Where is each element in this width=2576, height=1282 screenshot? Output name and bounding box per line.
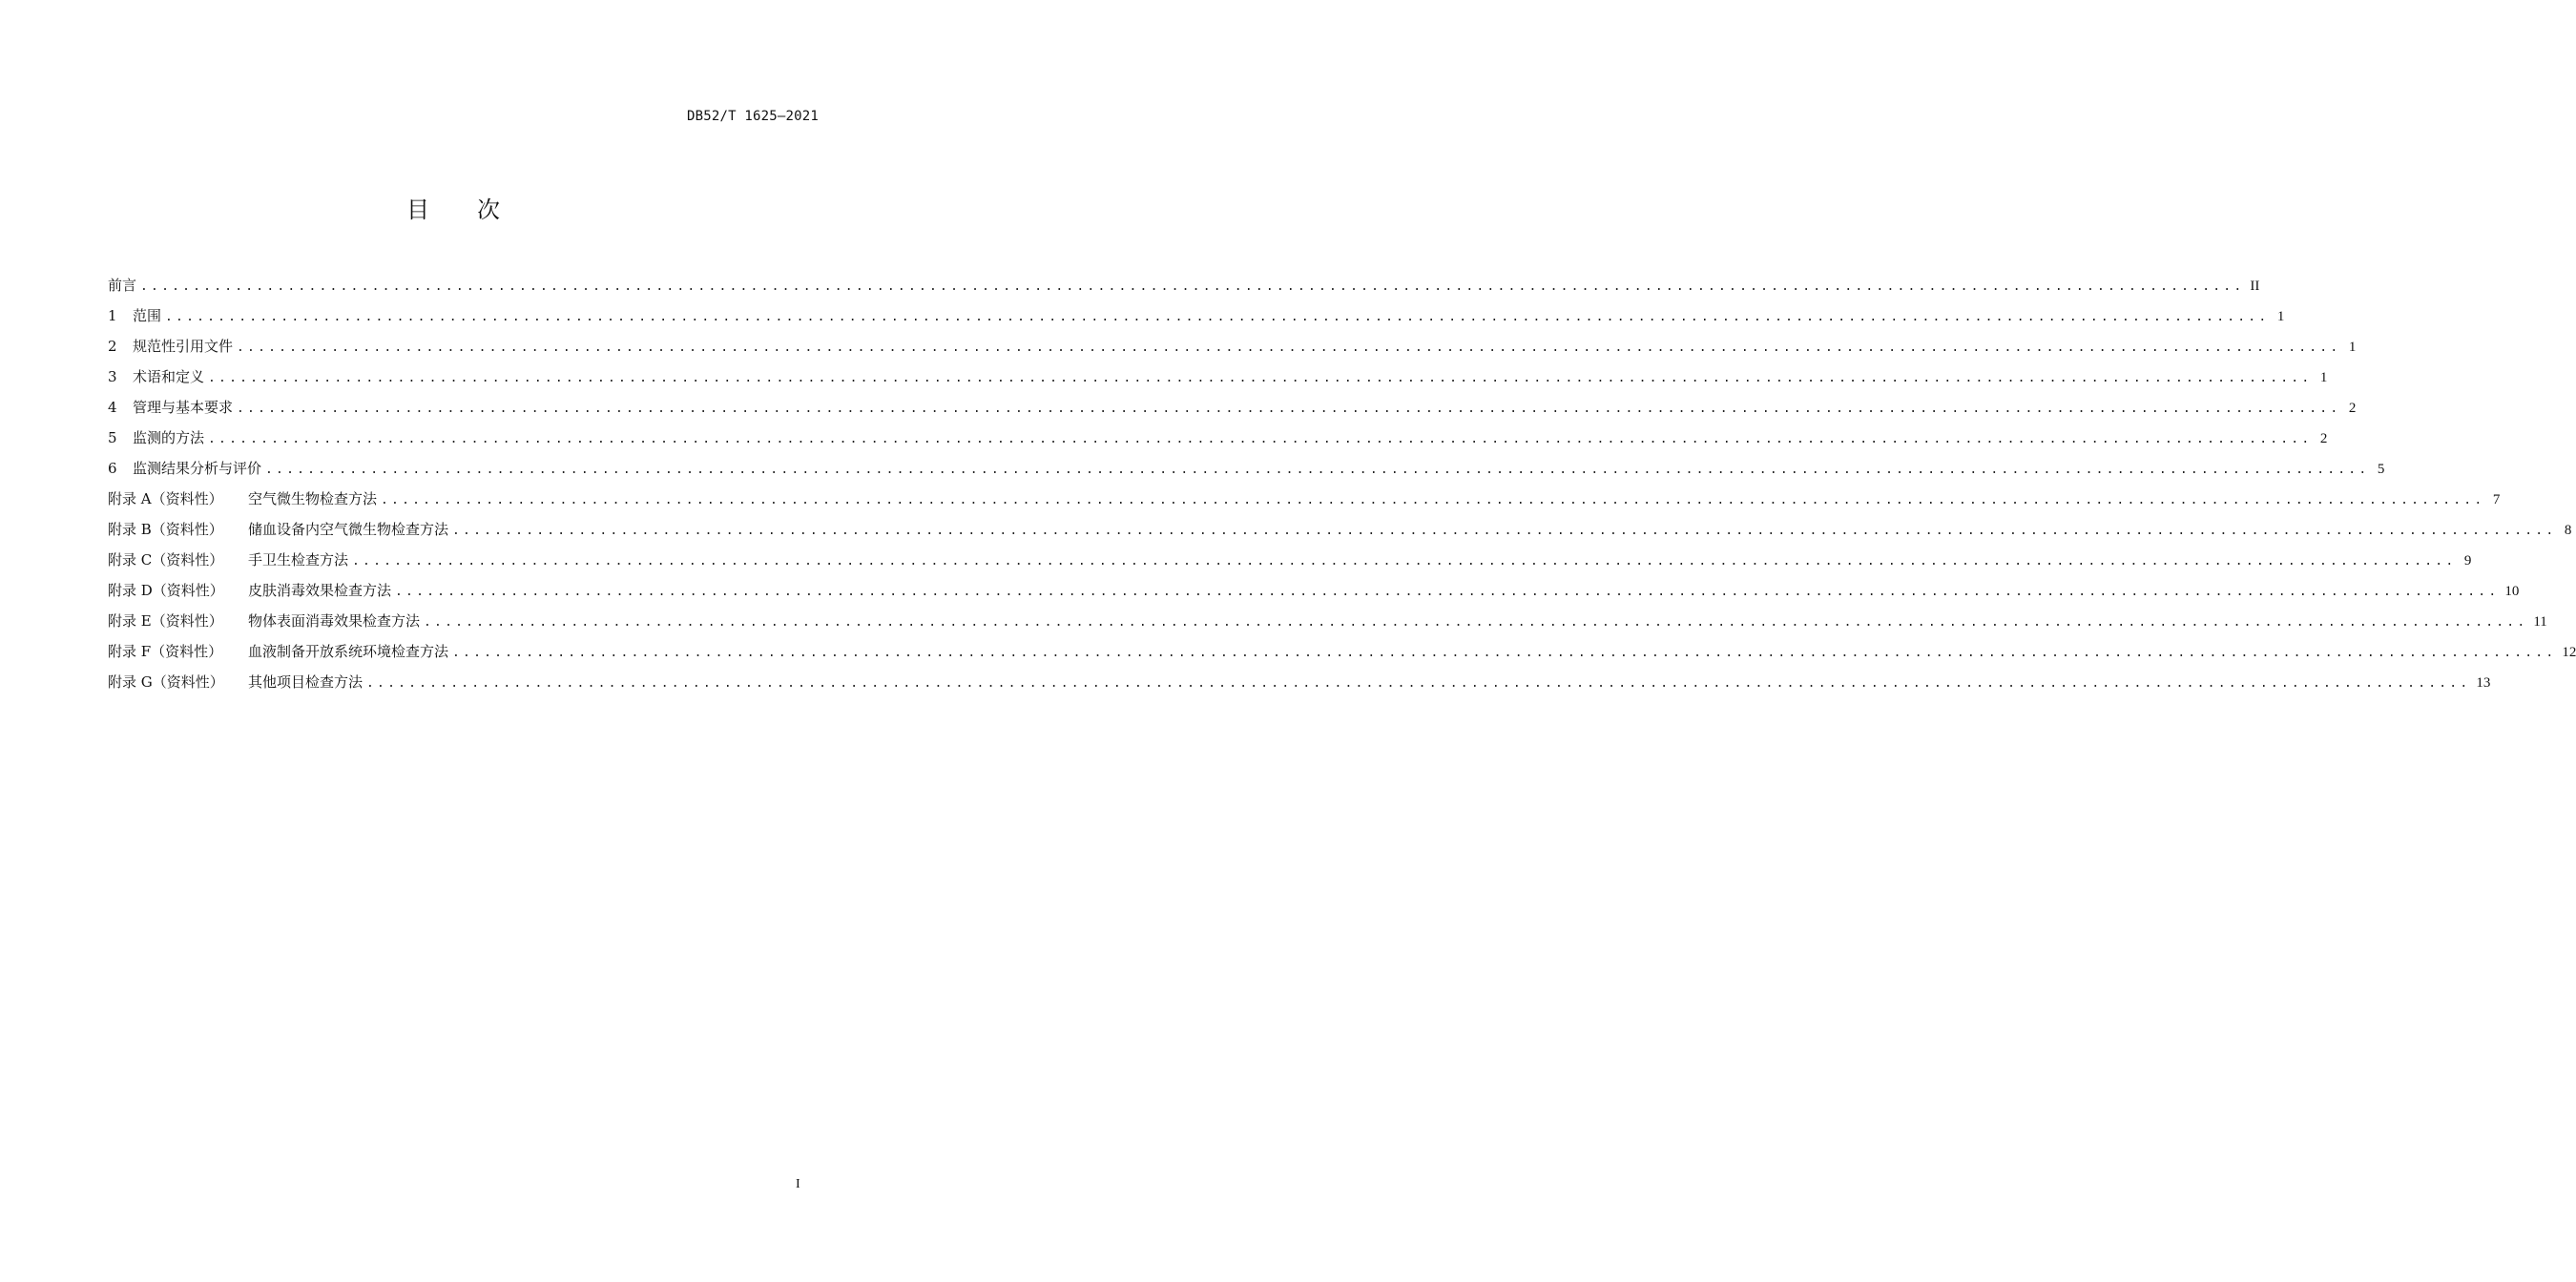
toc-entry-label: 范围 <box>133 307 162 324</box>
toc-entry[interactable] <box>108 486 2501 517</box>
toc-entry[interactable] <box>108 609 2547 639</box>
toc-dot-leader: ........................................................................................................................................................................................................ <box>265 463 2370 477</box>
toc-entry-page: 2 <box>2348 401 2357 416</box>
toc-entry-appendix: 附录 B（资料性） <box>108 521 223 538</box>
toc-dot-leader: ........................................................................................................................................................................................................ <box>452 646 2557 660</box>
toc-dot-leader: ........................................................................................................................................................................................................ <box>208 371 2313 385</box>
toc-entry-label: 前言 <box>108 277 137 294</box>
toc-dot-leader: ........................................................................................................................................................................................................ <box>424 615 2528 630</box>
toc-entry[interactable] <box>108 334 2357 364</box>
toc-entry-page: 13 <box>2476 675 2491 691</box>
toc-entry-number: 5 <box>108 429 117 446</box>
toc-dot-leader: ........................................................................................................................................................................................................ <box>381 493 2485 507</box>
toc-entry-appendix: 附录 A（资料性） <box>108 490 223 507</box>
toc-entry[interactable] <box>108 364 2328 395</box>
toc-entry[interactable] <box>108 670 2491 700</box>
toc-entry-label: 术语和定义 <box>133 368 205 385</box>
toc-entry-appendix: 附录 F（资料性） <box>108 643 223 660</box>
toc-entry-label: 其他项目检查方法 <box>248 673 364 691</box>
toc-entry-number: 1 <box>108 307 117 324</box>
toc-entry[interactable] <box>108 303 2285 334</box>
toc-entry[interactable] <box>108 517 2572 548</box>
toc-entry-page: II <box>2250 279 2260 294</box>
toc-entry-page: 8 <box>2564 523 2572 538</box>
toc-entry[interactable] <box>108 548 2472 578</box>
title-char-1: 目 <box>406 196 429 223</box>
toc-entry-label: 规范性引用文件 <box>133 338 234 355</box>
toc-dot-leader: ........................................................................................................................................................................................................ <box>237 402 2341 416</box>
toc-entry-appendix: 附录 D（资料性） <box>108 582 224 599</box>
toc-entry-label: 储血设备内空气微生物检查方法 <box>248 521 449 538</box>
toc-dot-leader: ........................................................................................................................................................................................................ <box>452 524 2557 538</box>
toc-entry-number: 2 <box>108 338 117 355</box>
toc-entry-label: 监测的方法 <box>133 429 205 446</box>
page-title <box>0 191 906 224</box>
toc-entry-number: 3 <box>108 368 117 385</box>
toc-entry-label: 血液制备开放系统环境检查方法 <box>248 643 449 660</box>
toc-entry-label: 管理与基本要求 <box>133 399 234 416</box>
toc-entry-label: 空气微生物检查方法 <box>248 490 378 507</box>
toc-entry-page: 10 <box>2504 584 2520 599</box>
toc-entry-appendix: 附录 E（资料性） <box>108 612 223 630</box>
toc-entry[interactable] <box>108 456 2385 486</box>
toc-entry-page: 7 <box>2492 492 2501 507</box>
toc-entry-number: 6 <box>108 460 117 477</box>
toc-entry[interactable] <box>108 273 2260 303</box>
toc-entry-page: 1 <box>2348 340 2357 355</box>
toc-entry-appendix: 附录 G（资料性） <box>108 673 224 691</box>
toc-entry-number: 4 <box>108 399 117 416</box>
title-char-2: 次 <box>477 196 500 223</box>
toc-dot-leader: ........................................................................................................................................................................................................ <box>140 279 2245 294</box>
toc-entry-page: 9 <box>2463 553 2472 569</box>
toc-entry-page: 1 <box>2276 309 2285 324</box>
toc-dot-leader: ........................................................................................................................................................................................................ <box>395 585 2500 599</box>
toc-dot-leader: ........................................................................................................................................................................................................ <box>352 554 2457 569</box>
toc-entry-page: 5 <box>2377 462 2385 477</box>
page-number: I <box>796 1177 800 1191</box>
toc-entry-appendix: 附录 C（资料性） <box>108 551 224 569</box>
toc-dot-leader: ........................................................................................................................................................................................................ <box>366 676 2471 691</box>
toc-entry-page: 12 <box>2562 645 2576 660</box>
toc-dot-leader: ........................................................................................................................................................................................................ <box>237 341 2341 355</box>
toc-entry-label: 皮肤消毒效果检查方法 <box>248 582 392 599</box>
toc-entry-page: 2 <box>2319 431 2328 446</box>
toc-entry[interactable] <box>108 639 2576 670</box>
toc-dot-leader: ........................................................................................................................................................................................................ <box>208 432 2313 446</box>
toc-entry-label: 监测结果分析与评价 <box>133 460 262 477</box>
toc-entry[interactable] <box>108 425 2328 456</box>
toc-entry-label: 物体表面消毒效果检查方法 <box>248 612 421 630</box>
toc-entry-page: 1 <box>2319 370 2328 385</box>
table-of-contents <box>108 273 2576 700</box>
document-code: DB52/T 1625—2021 <box>686 109 819 124</box>
toc-dot-leader: ........................................................................................................................................................................................................ <box>165 310 2270 324</box>
toc-entry[interactable] <box>108 578 2520 609</box>
toc-entry-page: 11 <box>2533 614 2547 630</box>
toc-entry-label: 手卫生检查方法 <box>248 551 349 569</box>
toc-entry[interactable] <box>108 395 2357 425</box>
